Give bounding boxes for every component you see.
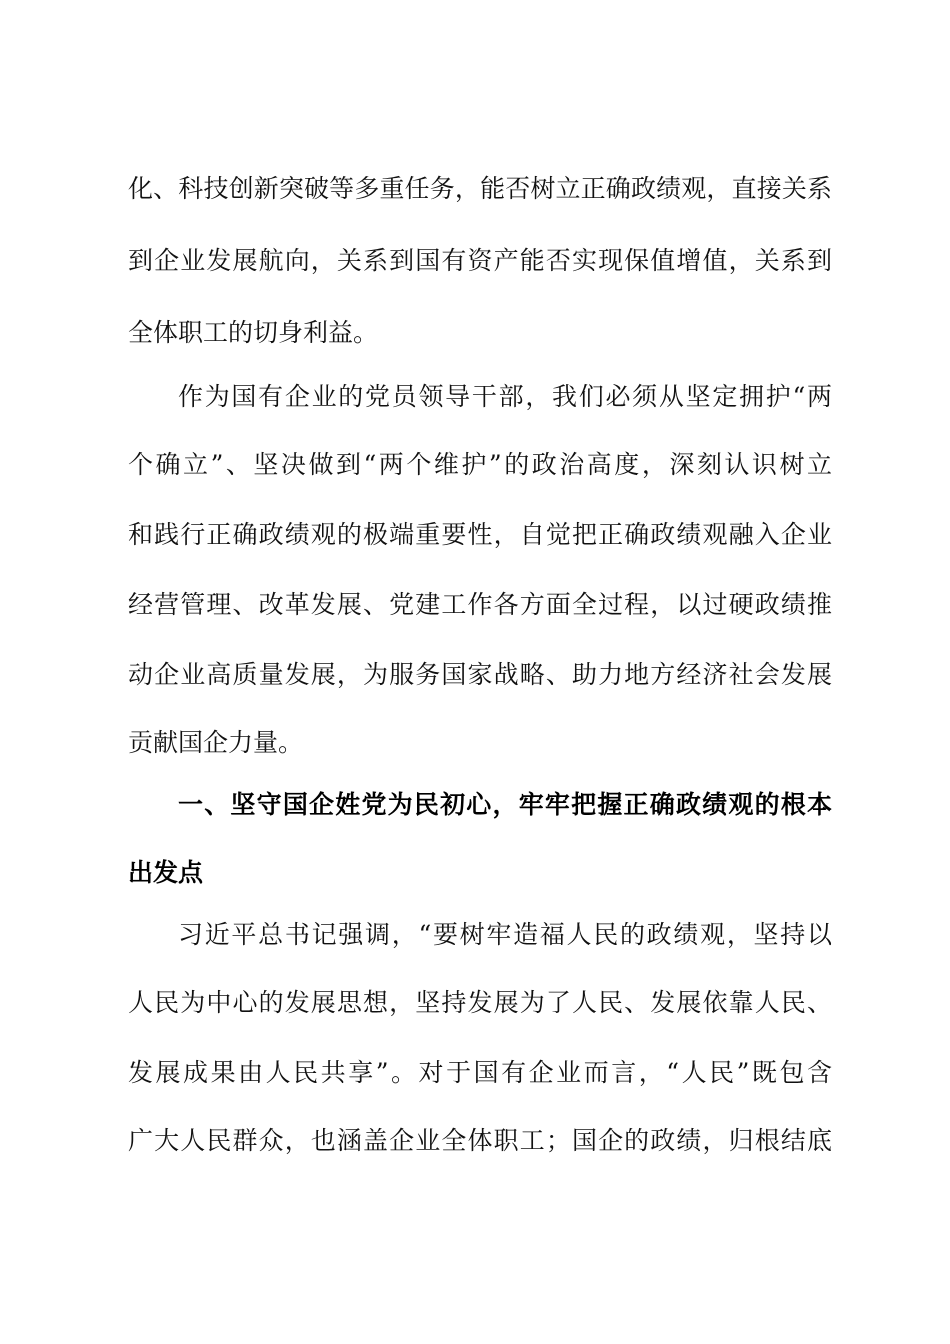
paragraph-1-line-1: 化、科技创新突破等多重任务，能否树立正确政绩观，直接关系	[128, 174, 832, 203]
paragraph-2-line-5: 动企业高质量发展，为服务国家战略、助力地方经济社会发展	[128, 660, 832, 689]
paragraph-2-line-1: 作为国有企业的党员领导干部，我们必须从坚定拥护“两	[178, 382, 832, 411]
paragraph-1-line-3: 全体职工的切身利益。	[128, 318, 379, 347]
paragraph-1-line-2: 到企业发展航向，关系到国有资产能否实现保值增值，关系到	[128, 246, 832, 275]
paragraph-3-line-3: 发展成果由人民共享”。对于国有企业而言，“人民”既包含	[128, 1058, 832, 1087]
paragraph-2-line-6: 贡献国企力量。	[128, 728, 304, 757]
paragraph-2-line-4: 经营管理、改革发展、党建工作各方面全过程，以过硬政绩推	[128, 590, 832, 619]
paragraph-3-line-1: 习近平总书记强调，“要树牢造福人民的政绩观，坚持以	[178, 920, 832, 949]
section-heading-line-1: 一、坚守国企姓党为民初心，牢牢把握正确政绩观的根本	[178, 790, 832, 819]
paragraph-2-line-3: 和践行正确政绩观的极端重要性，自觉把正确政绩观融入企业	[128, 520, 832, 549]
paragraph-3-line-2: 人民为中心的发展思想，坚持发展为了人民、发展依靠人民、	[128, 988, 832, 1017]
paragraph-2-line-2: 个确立”、坚决做到“两个维护”的政治高度，深刻认识树立	[128, 450, 832, 479]
section-heading-line-2: 出发点	[128, 858, 204, 887]
paragraph-3-line-4: 广大人民群众，也涵盖企业全体职工；国企的政绩，归根结底	[128, 1126, 832, 1155]
